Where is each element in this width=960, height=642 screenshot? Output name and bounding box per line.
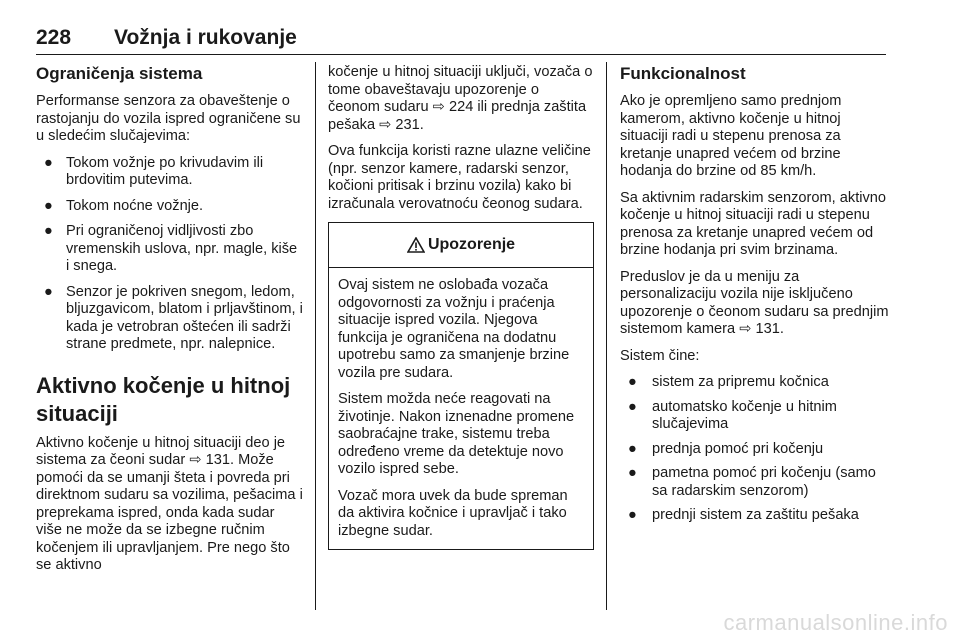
paragraph: Sa aktivnim radarskim senzorom, aktivno kočenje u hitnoj situaciji radi u stepenu prenosa za kretanje unapred većem od brzine hodanja pri svim brzinama. (620, 189, 887, 258)
page-reference[interactable]: 131. (755, 321, 784, 337)
list-item: ● automatsko kočenje u hitnim slučajevima (628, 398, 837, 432)
warning-triangle-icon (407, 237, 425, 253)
list-item: ● Pri ograničenoj vidljivosti zbo vremenskih uslova, npr. magle, kiše i snega. (44, 223, 298, 274)
list-item: ● sistem za pripremu kočnica (628, 374, 829, 390)
paragraph: Aktivno kočenje u hitnoj situaciji deo je sistema za čeoni sudar ⇨ 131. Može pomoći da se umanji šteta i povreda pri direktnom sudaru sa vozilima, pešacima i preprekama ispred, onda kada sudar više ne može da se izbegne ručnim kočenjem ili upravljanjem. Pre nego što se aktivno (36, 434, 303, 573)
page-number: 228 (36, 26, 72, 49)
bullet-icon: ● (628, 440, 637, 457)
column-1 (36, 64, 304, 584)
bullet-icon: ● (628, 374, 637, 390)
bullet-list (36, 155, 304, 354)
chapter-title: Vožnja i rukovanje (114, 26, 297, 49)
warning-box (328, 222, 594, 550)
bullet-icon: ● (628, 398, 637, 415)
paragraph: Ako je opremljeno samo prednjom kamerom, aktivno kočenje u hitnoj situaciji radi u stepenu prenosa za kretanje unapred većem od brzine hodanja do brzine od 85 km/h. (620, 93, 842, 179)
column-3 (620, 64, 892, 535)
page-reference-arrow-icon: ⇨ (189, 452, 202, 468)
section-heading-system-limits: Ograničenja sistema (36, 64, 203, 83)
page-reference[interactable]: 231. (395, 116, 424, 133)
paragraph: Sistem možda neće reagovati na životinje. Nakon iznenadne promene saobraćajne trake, sistemu treba određeno vreme da detektuje novo vozilo ispred sebe. (338, 391, 575, 477)
bullet-icon: ● (44, 283, 53, 300)
watermark: carmanualsonline.info (723, 610, 948, 635)
page-reference[interactable]: 224 ili prednja zaštita pešaka (328, 99, 587, 133)
warning-title: Upozorenje (329, 223, 593, 268)
warning-body (329, 268, 593, 540)
column-divider (315, 62, 316, 610)
section-heading-emergency-braking: Aktivno kočenje u hitnoj situaciji (36, 372, 291, 426)
page-reference-arrow-icon: ⇨ (432, 99, 445, 115)
paragraph: Vozač mora uvek da bude spreman da aktivira kočnice i upravljač i tako izbegne sudar. (338, 487, 568, 539)
paragraph: Ova funkcija koristi razne ulazne veličine (npr. senzor kamere, radarski senzor, kočioni pritisak i brzinu vozila) kako bi izračunala verovatnoću čeonog sudara. (328, 143, 591, 212)
column-2 (328, 64, 594, 550)
bullet-icon: ● (44, 154, 53, 171)
list-item: ● prednji sistem za zaštitu pešaka (628, 507, 859, 523)
page-reference-arrow-icon: ⇨ (379, 116, 392, 133)
bullet-list (620, 374, 892, 525)
list-item: ● pametna pomoć pri kočenju (samo sa radarskim senzorom) (628, 465, 876, 499)
bullet-icon: ● (44, 197, 53, 214)
list-item: ● Senzor je pokriven snegom, ledom, bljuzgavicom, blatom i prljavštinom, i kada je vetrobran oštećen ili sadrži strane predmete, npr. nalepnice. (44, 283, 303, 352)
page-reference-arrow-icon: ⇨ (739, 321, 752, 337)
paragraph: Performanse senzora za obaveštenje o rastojanju do vozila ispred ograničene su u sledećim slučajevima: (36, 93, 301, 144)
bullet-icon: ● (628, 465, 637, 481)
column-divider (606, 62, 607, 610)
bullet-icon: ● (628, 507, 637, 523)
paragraph: Ovaj sistem ne oslobađa vozača odgovornosti za vožnju i praćenja situacije ispred vozila. Njegova funkcija je ograničena na dodatnu upotrebu samo za smanjenje brzine vozila pre sudara. (338, 277, 570, 381)
list-item: ● Tokom noćne vožnje. (44, 197, 204, 214)
page-reference[interactable]: 131. (205, 452, 235, 468)
paragraph: Preduslov je da u meniju za personalizaciju vozila nije isključeno upozorenje o čeonom sudaru sa prednjim sistemom kamera ⇨ 131. (620, 268, 889, 337)
list-item: ● Tokom vožnje po krivudavim ili brdovitim putevima. (44, 154, 264, 188)
bullet-icon: ● (44, 223, 53, 239)
paragraph: Sistem čine: (620, 347, 700, 364)
page-header (36, 24, 886, 55)
paragraph: kočenje u hitnoj situaciji uključi, vozača o tome obaveštavaju upozorenje o čeonom sudaru ⇨ 224 ili prednja zaštita pešaka ⇨ 231. (328, 64, 593, 133)
section-heading-functionality: Funkcionalnost (620, 64, 746, 83)
list-item: ● prednja pomoć pri kočenju (628, 440, 824, 457)
